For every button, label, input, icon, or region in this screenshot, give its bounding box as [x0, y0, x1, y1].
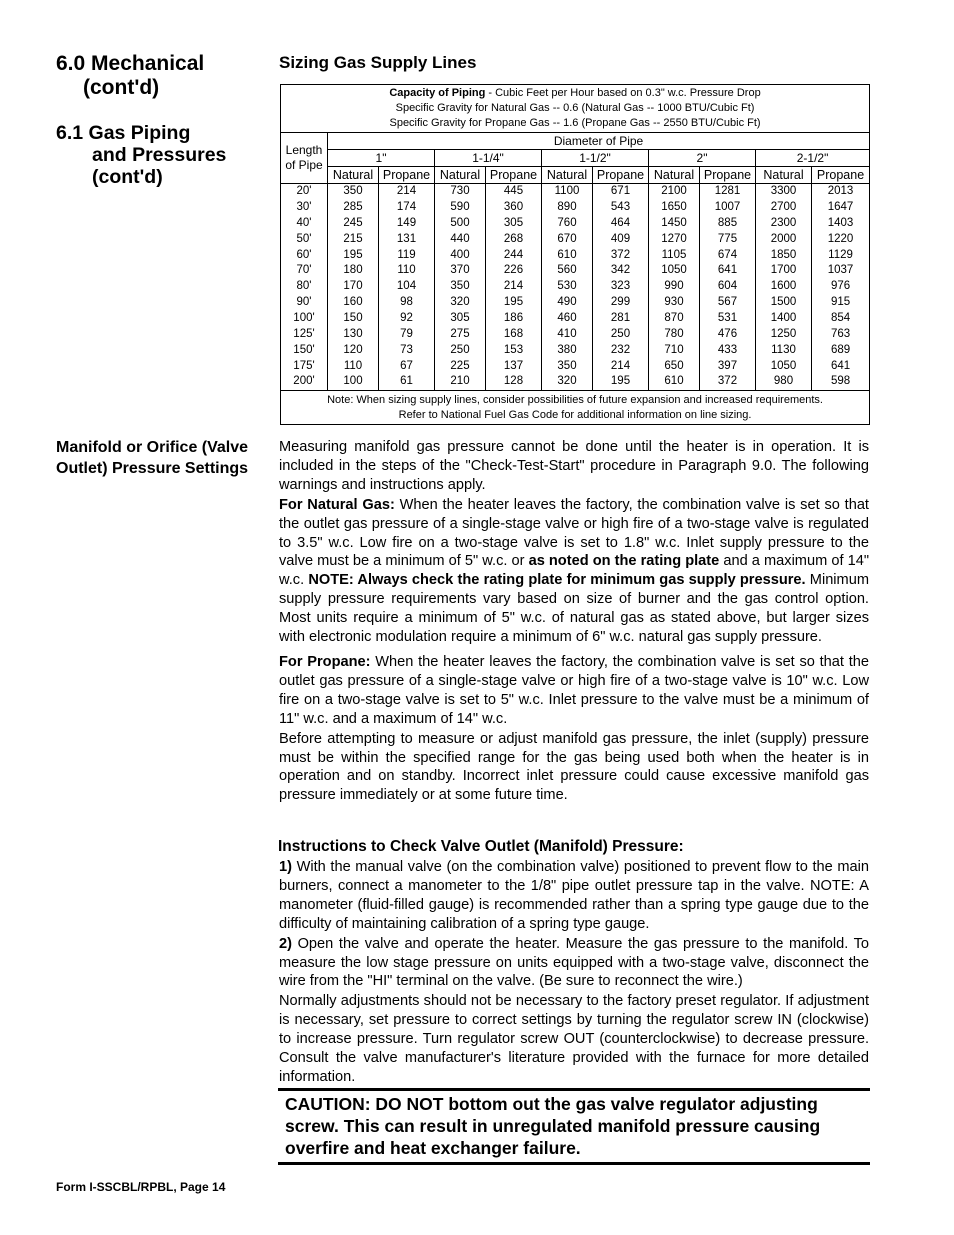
capacity-cell: 775 [700, 231, 756, 247]
step-2-text: Open the valve and operate the heater. Measure the gas pressure to the manifold. To measure the low stage pressure on units equipped with a two-stage valve, disconnect the wire from the "HI" terminal on the valve. (Be sure to reconnect the wire.) [279, 935, 869, 990]
table-row [281, 184, 870, 200]
gas-type-header: Natural [756, 167, 812, 184]
capacity-cell: 61 [379, 374, 435, 390]
capacity-cell: 1105 [649, 247, 700, 263]
natural-text-3: Minimum supply pressure requirements vary based on size of burner and the gas control option. Most units require a minimum of 5" w.c. of natural gas as stated above, but larger sizes with electronic modulation require a minimum of 6" w.c. natural gas supply pressure. [279, 572, 869, 646]
caption-line2: Specific Gravity for Natural Gas -- 0.6 (Natural Gas -- 1000 BTU/Cubic Ft) [395, 102, 755, 114]
capacity-cell: 885 [700, 215, 756, 231]
table-row [281, 342, 870, 358]
capacity-cell: 1281 [700, 184, 756, 200]
manifold-side-heading: Manifold or Orifice (Valve Outlet) Pressure Settings [56, 439, 249, 477]
capacity-cell: 476 [700, 327, 756, 343]
capacity-cell: 226 [486, 263, 542, 279]
subsection-title-line3: (cont'd) [92, 166, 163, 188]
capacity-cell: 67 [379, 358, 435, 374]
table-row [281, 279, 870, 295]
capacity-cell: 670 [542, 231, 593, 247]
capacity-cell: 160 [328, 295, 379, 311]
table-row [281, 247, 870, 263]
capacity-cell: 567 [700, 295, 756, 311]
caption-rest: - Cubic Feet per Hour based on 0.3" w.c. Pressure Drop [485, 87, 761, 99]
capacity-cell: 1600 [756, 279, 812, 295]
capacity-cell: 1403 [812, 215, 870, 231]
capacity-cell: 1647 [812, 199, 870, 215]
capacity-cell: 980 [756, 374, 812, 390]
caution-box: CAUTION: DO NOT bottom out the gas valve regulator adjusting screw. This can result in unregulated manifold pressure causing overfire and heat exchanger failure. [278, 1088, 870, 1165]
capacity-cell: 2000 [756, 231, 812, 247]
capacity-cell: 763 [812, 327, 870, 343]
capacity-cell: 2100 [649, 184, 700, 200]
capacity-cell: 215 [328, 231, 379, 247]
gas-type-header: Propane [593, 167, 649, 184]
capacity-cell: 400 [435, 247, 486, 263]
capacity-cell: 149 [379, 215, 435, 231]
natural-text-2: and a maximum of 14" w.c. [279, 553, 869, 589]
capacity-cell: 214 [486, 279, 542, 295]
gas-type-header-row [281, 167, 870, 184]
capacity-cell: 137 [486, 358, 542, 374]
capacity-cell: 73 [379, 342, 435, 358]
pipe-length-cell: 200' [281, 374, 328, 390]
subsection-title [56, 122, 226, 188]
capacity-cell: 79 [379, 327, 435, 343]
capacity-cell: 244 [486, 247, 542, 263]
diameter-1-1-2: 1-1/2" [542, 150, 649, 167]
pipe-length-cell: 80' [281, 279, 328, 295]
capacity-cell: 543 [593, 199, 649, 215]
capacity-cell: 245 [328, 215, 379, 231]
instructions-body [279, 858, 869, 1088]
capacity-cell: 1650 [649, 199, 700, 215]
capacity-cell: 641 [812, 358, 870, 374]
capacity-cell: 610 [649, 374, 700, 390]
capacity-cell: 372 [593, 247, 649, 263]
table-row [281, 327, 870, 343]
capacity-cell: 299 [593, 295, 649, 311]
gas-type-header: Natural [328, 167, 379, 184]
capacity-cell: 2700 [756, 199, 812, 215]
gas-type-header: Propane [486, 167, 542, 184]
pipe-length-cell: 100' [281, 311, 328, 327]
natural-text-1: When the heater leaves the factory, the combination valve is set so that the outlet gas pressure of a single-stage valve or high fire of a two-stage valve is regulated to 3.5" w.c. Low fire on a two-stage valve is set to 1.8" w.c. Inlet supply pressure to the valve must be a minimum of 5" w.c. or [279, 496, 869, 570]
capacity-cell: 598 [812, 374, 870, 390]
table-row [281, 311, 870, 327]
capacity-cell: 397 [700, 358, 756, 374]
pipe-length-cell: 50' [281, 231, 328, 247]
capacity-cell: 590 [435, 199, 486, 215]
capacity-cell: 150 [328, 311, 379, 327]
capacity-cell: 3300 [756, 184, 812, 200]
gas-type-header: Propane [379, 167, 435, 184]
table-note [281, 390, 870, 424]
propane-paragraph [279, 653, 869, 729]
capacity-cell: 710 [649, 342, 700, 358]
capacity-cell: 530 [542, 279, 593, 295]
capacity-cell: 305 [486, 215, 542, 231]
capacity-cell: 1400 [756, 311, 812, 327]
capacity-cell: 186 [486, 311, 542, 327]
step-1 [279, 858, 869, 934]
step-1-number: 1) [279, 859, 292, 875]
capacity-cell: 500 [435, 215, 486, 231]
diameter-header: Diameter of Pipe [328, 133, 870, 150]
diameter-1: 1" [328, 150, 435, 167]
capacity-cell: 1250 [756, 327, 812, 343]
natural-bold-3: NOTE: Always check the rating plate for minimum gas supply pressure. [308, 572, 806, 589]
capacity-cell: 153 [486, 342, 542, 358]
capacity-cell: 370 [435, 263, 486, 279]
gas-type-header: Natural [649, 167, 700, 184]
capacity-cell: 195 [328, 247, 379, 263]
capacity-cell: 641 [700, 263, 756, 279]
capacity-cell: 119 [379, 247, 435, 263]
gas-type-header: Natural [542, 167, 593, 184]
note-line2: Refer to National Fuel Gas Code for additional information on line sizing. [398, 408, 752, 421]
table-row [281, 295, 870, 311]
instructions-heading: Instructions to Check Valve Outlet (Manifold) Pressure: [278, 838, 684, 855]
length-header [281, 133, 328, 184]
capacity-cell: 195 [486, 295, 542, 311]
capacity-cell: 1130 [756, 342, 812, 358]
pipe-length-cell: 150' [281, 342, 328, 358]
pipe-length-cell: 175' [281, 358, 328, 374]
capacity-cell: 560 [542, 263, 593, 279]
capacity-cell: 854 [812, 311, 870, 327]
capacity-cell: 168 [486, 327, 542, 343]
capacity-cell: 1500 [756, 295, 812, 311]
capacity-cell: 250 [593, 327, 649, 343]
capacity-cell: 1450 [649, 215, 700, 231]
capacity-cell: 170 [328, 279, 379, 295]
capacity-cell: 1007 [700, 199, 756, 215]
diameter-1-1-4: 1-1/4" [435, 150, 542, 167]
propane-text: When the heater leaves the factory, the combination valve is set so that the outlet gas pressure of a single-stage valve or high fire of a two-stage valve is 10" w.c. Low fire on a two-stage valve is set to 5" w.c. Inlet pressure to the valve must be a minimum of 11" w.c. and a maximum of 14" w.c. [279, 653, 870, 727]
manifold-body [279, 438, 869, 806]
diameter-2-1-2: 2-1/2" [756, 150, 870, 167]
pipe-length-cell: 40' [281, 215, 328, 231]
capacity-cell: 131 [379, 231, 435, 247]
capacity-cell: 460 [542, 311, 593, 327]
step-2-number: 2) [279, 935, 292, 952]
capacity-cell: 531 [700, 311, 756, 327]
pipe-length-cell: 125' [281, 327, 328, 343]
capacity-cell: 1050 [756, 358, 812, 374]
capacity-cell: 930 [649, 295, 700, 311]
capacity-cell: 730 [435, 184, 486, 200]
capacity-cell: 2300 [756, 215, 812, 231]
capacity-cell: 490 [542, 295, 593, 311]
capacity-cell: 689 [812, 342, 870, 358]
capacity-cell: 323 [593, 279, 649, 295]
capacity-cell: 409 [593, 231, 649, 247]
capacity-cell: 604 [700, 279, 756, 295]
capacity-cell: 225 [435, 358, 486, 374]
capacity-cell: 1100 [542, 184, 593, 200]
capacity-cell: 350 [435, 279, 486, 295]
table-row [281, 374, 870, 390]
capacity-cell: 305 [435, 311, 486, 327]
capacity-cell: 210 [435, 374, 486, 390]
table-row [281, 215, 870, 231]
capacity-cell: 1220 [812, 231, 870, 247]
capacity-cell: 1850 [756, 247, 812, 263]
table-caption [281, 85, 870, 133]
capacity-cell: 285 [328, 199, 379, 215]
capacity-cell: 232 [593, 342, 649, 358]
capacity-cell: 440 [435, 231, 486, 247]
capacity-cell: 104 [379, 279, 435, 295]
diameter-2: 2" [649, 150, 756, 167]
capacity-cell: 110 [328, 358, 379, 374]
capacity-cell: 410 [542, 327, 593, 343]
pipe-length-cell: 30' [281, 199, 328, 215]
capacity-cell: 433 [700, 342, 756, 358]
propane-label: For Propane: [279, 653, 371, 670]
capacity-cell: 275 [435, 327, 486, 343]
capacity-cell: 671 [593, 184, 649, 200]
natural-gas-label: For Natural Gas: [279, 496, 395, 513]
capacity-cell: 360 [486, 199, 542, 215]
capacity-cell: 1037 [812, 263, 870, 279]
capacity-cell: 870 [649, 311, 700, 327]
capacity-cell: 1050 [649, 263, 700, 279]
capacity-cell: 610 [542, 247, 593, 263]
note-line1: Note: When sizing supply lines, consider possibilities of future expansion and increased requirements. [327, 393, 823, 406]
capacity-cell: 350 [542, 358, 593, 374]
capacity-cell: 915 [812, 295, 870, 311]
capacity-cell: 128 [486, 374, 542, 390]
capacity-cell: 281 [593, 311, 649, 327]
capacity-cell: 890 [542, 199, 593, 215]
capacity-cell: 250 [435, 342, 486, 358]
length-label-1: Length [285, 143, 323, 157]
gas-type-header: Natural [435, 167, 486, 184]
table-row [281, 358, 870, 374]
pipe-length-cell: 90' [281, 295, 328, 311]
pipe-length-cell: 60' [281, 247, 328, 263]
subsection-title-line1: 6.1 Gas Piping [56, 122, 191, 144]
capacity-cell: 1129 [812, 247, 870, 263]
capacity-cell: 214 [593, 358, 649, 374]
capacity-cell: 120 [328, 342, 379, 358]
table-row [281, 231, 870, 247]
table-row [281, 263, 870, 279]
section-title [56, 52, 204, 100]
capacity-cell: 445 [486, 184, 542, 200]
step-2 [279, 935, 869, 992]
capacity-cell: 110 [379, 263, 435, 279]
pipe-length-cell: 20' [281, 184, 328, 200]
caption-line3: Specific Gravity for Propane Gas -- 1.6 (Propane Gas -- 2550 BTU/Cubic Ft) [389, 117, 761, 129]
capacity-cell: 1270 [649, 231, 700, 247]
length-label-2: of Pipe [285, 158, 323, 172]
sizing-heading: Sizing Gas Supply Lines [279, 53, 477, 72]
capacity-cell: 180 [328, 263, 379, 279]
capacity-cell: 674 [700, 247, 756, 263]
capacity-cell: 976 [812, 279, 870, 295]
manifold-intro: Measuring manifold gas pressure cannot be done until the heater is in operation. It is included in the steps of the "Check-Test-Start" procedure in Paragraph 9.0. The following warnings and instructions apply. [279, 439, 869, 493]
capacity-cell: 130 [328, 327, 379, 343]
gas-type-header: Propane [700, 167, 756, 184]
page-footer: Form I-SSCBL/RPBL, Page 14 [56, 1180, 226, 1194]
pipe-length-cell: 70' [281, 263, 328, 279]
step-1-text: With the manual valve (on the combination valve) positioned to prevent flow to the main burners, connect a manometer to the 1/8" pipe outlet pressure tap in the valve. NOTE: A manometer (fluid-filled gauge) is recommended rather than a spring type gauge due to the difficulty of maintaining calibration of a spring type gauge. [279, 859, 869, 932]
gas-type-header: Propane [812, 167, 870, 184]
capacity-cell: 268 [486, 231, 542, 247]
capacity-cell: 98 [379, 295, 435, 311]
table-row [281, 199, 870, 215]
capacity-cell: 780 [649, 327, 700, 343]
natural-gas-paragraph [279, 496, 869, 647]
pipe-capacity-table [280, 84, 870, 425]
capacity-cell: 1700 [756, 263, 812, 279]
capacity-cell: 320 [435, 295, 486, 311]
section-title-line2: (cont'd) [83, 76, 160, 99]
subsection-title-line2: and Pressures [92, 144, 227, 166]
capacity-cell: 760 [542, 215, 593, 231]
capacity-cell: 990 [649, 279, 700, 295]
capacity-cell: 650 [649, 358, 700, 374]
capacity-cell: 2013 [812, 184, 870, 200]
capacity-cell: 320 [542, 374, 593, 390]
capacity-cell: 92 [379, 311, 435, 327]
capacity-cell: 342 [593, 263, 649, 279]
capacity-cell: 464 [593, 215, 649, 231]
natural-bold-2: as noted on the rating plate [528, 553, 720, 570]
section-title-line1: 6.0 Mechanical [56, 52, 205, 75]
capacity-cell: 372 [700, 374, 756, 390]
capacity-cell: 174 [379, 199, 435, 215]
capacity-cell: 350 [328, 184, 379, 200]
capacity-cell: 195 [593, 374, 649, 390]
capacity-cell: 100 [328, 374, 379, 390]
capacity-cell: 214 [379, 184, 435, 200]
caption-bold: Capacity of Piping [389, 87, 486, 99]
capacity-cell: 380 [542, 342, 593, 358]
adjustment-paragraph: Normally adjustments should not be necessary to the factory preset regulator. If adjustment is necessary, set pressure to correct settings by turning the regulator screw IN (clockwise) to increase pressure. Turn regulator screw OUT (counterclockwise) to decrease pressure. Consult the valve manufacturer's literature provided with the furnace for more detailed information. [279, 993, 869, 1085]
before-paragraph: Before attempting to measure or adjust manifold gas pressure, the inlet (supply) pressure must be within the specified range for the gas being used both when the heater is in operation and on standby. Incorrect inlet pressure could cause excessive manifold gas pressure immediately or at some future time. [279, 730, 869, 804]
